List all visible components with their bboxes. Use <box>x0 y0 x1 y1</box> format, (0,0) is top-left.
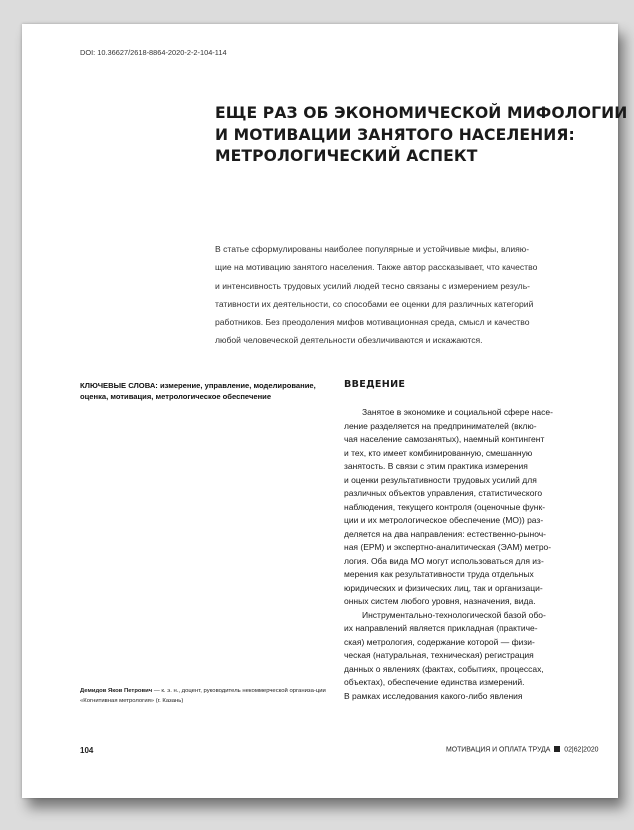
body-line: и оценки результативности трудовых усилий для <box>344 474 537 485</box>
keywords-value: измерение, управление, моделирование, оценка, мотивация, метрологическое обеспечение <box>80 381 316 401</box>
author-note <box>80 687 330 706</box>
journal-name: МОТИВАЦИЯ И ОПЛАТА ТРУДА <box>446 746 551 754</box>
body-line: ление разделяется на предпринимателей (вклю- <box>344 420 537 431</box>
body-line: юридических и физических лиц, так и организаци- <box>344 582 543 593</box>
abstract-line: щие на мотивацию занятого населения. Также автор рассказывает, что качество <box>215 262 538 273</box>
abstract-line: В статье сформулированы наиболее популярные и устойчивые мифы, влияю- <box>215 244 530 254</box>
title-line: ЕЩЕ РАЗ ОБ ЭКОНОМИЧЕСКОЙ МИФОЛОГИИ <box>215 104 628 122</box>
keywords-label: КЛЮЧЕВЫЕ СЛОВА: <box>80 381 158 390</box>
abstract-line: любой человеческой деятельности обезличиваются и искажаются. <box>215 335 483 346</box>
body-line: чая население самозанятых), наемный контингент <box>344 434 545 444</box>
abstract-line: тативности их деятельности, со способами ее оценки для различных категорий <box>215 298 534 309</box>
body-line: и тех, кто имеет комбинированную, смешанную <box>344 447 533 458</box>
page-number: 104 <box>80 746 94 755</box>
title-line: МЕТРОЛОГИЧЕСКИЙ АСПЕКТ <box>215 147 478 165</box>
square-bullet-icon <box>554 746 560 752</box>
abstract-line: работников. Без преодоления мифов мотивационная среда, смысл и качество <box>215 317 530 328</box>
body-line: деляется на два направления: естественно-рыноч- <box>344 528 546 539</box>
body-line: ческая (натуральная, техническая) регистрация <box>344 650 534 660</box>
body-line: наблюдения, текущего контроля (оценочные функ- <box>344 501 546 512</box>
body-line: онных систем любого уровня, назначения, вида. <box>344 596 536 606</box>
body-line: В рамках исследования какого-либо явления <box>344 690 523 701</box>
body-line: данных о явлениях (фактах, событиях, процессах, <box>344 663 544 674</box>
body-line: объектах), обеспечение единства измерений. <box>344 677 525 687</box>
abstract <box>215 240 585 350</box>
doi: DOI: 10.36627/2618-8864-2020-2-2-104-114 <box>80 48 227 57</box>
body-line: Инструментально-технологической базой обо- <box>362 609 546 620</box>
article-title <box>215 103 628 168</box>
body-line: мерения как результативности труда отдельных <box>344 569 534 579</box>
body-line: занятость. В связи с этим практика измерения <box>344 461 528 471</box>
section-heading-introduction: ВВЕДЕНИЕ <box>344 379 406 390</box>
journal-footer <box>446 746 599 754</box>
abstract-line: и интенсивность трудовых усилий людей тесно связаны с измерением резуль- <box>215 280 531 291</box>
body-line: ская) метрология, содержание которой — физи- <box>344 636 535 647</box>
body-line: ная (ЕРМ) и экспертно-аналитическая (ЭАМ) метро- <box>344 542 552 552</box>
body-text <box>344 406 594 703</box>
body-line: ции и их метрологическое обеспечение (МО)) раз- <box>344 515 544 525</box>
body-line: различных объектов управления, статистического <box>344 488 543 498</box>
article-page <box>22 24 628 798</box>
keywords <box>80 380 330 402</box>
journal-issue: 02|62|2020 <box>564 746 599 754</box>
author-details: — к. э. н., доцент, руководитель некоммерческой организа-ции «Когнитивная метрология» (г. Казань) <box>80 688 326 704</box>
body-line: логия. Оба вида МО могут использоваться для из- <box>344 555 544 566</box>
author-name: Демидов Яков Петрович <box>80 688 153 694</box>
title-line: И МОТИВАЦИИ ЗАНЯТОГО НАСЕЛЕНИЯ: <box>215 125 575 144</box>
body-line: Занятое в экономике и социальной сфере насе- <box>362 407 553 417</box>
body-line: их направлений является прикладная (практиче- <box>344 623 538 633</box>
